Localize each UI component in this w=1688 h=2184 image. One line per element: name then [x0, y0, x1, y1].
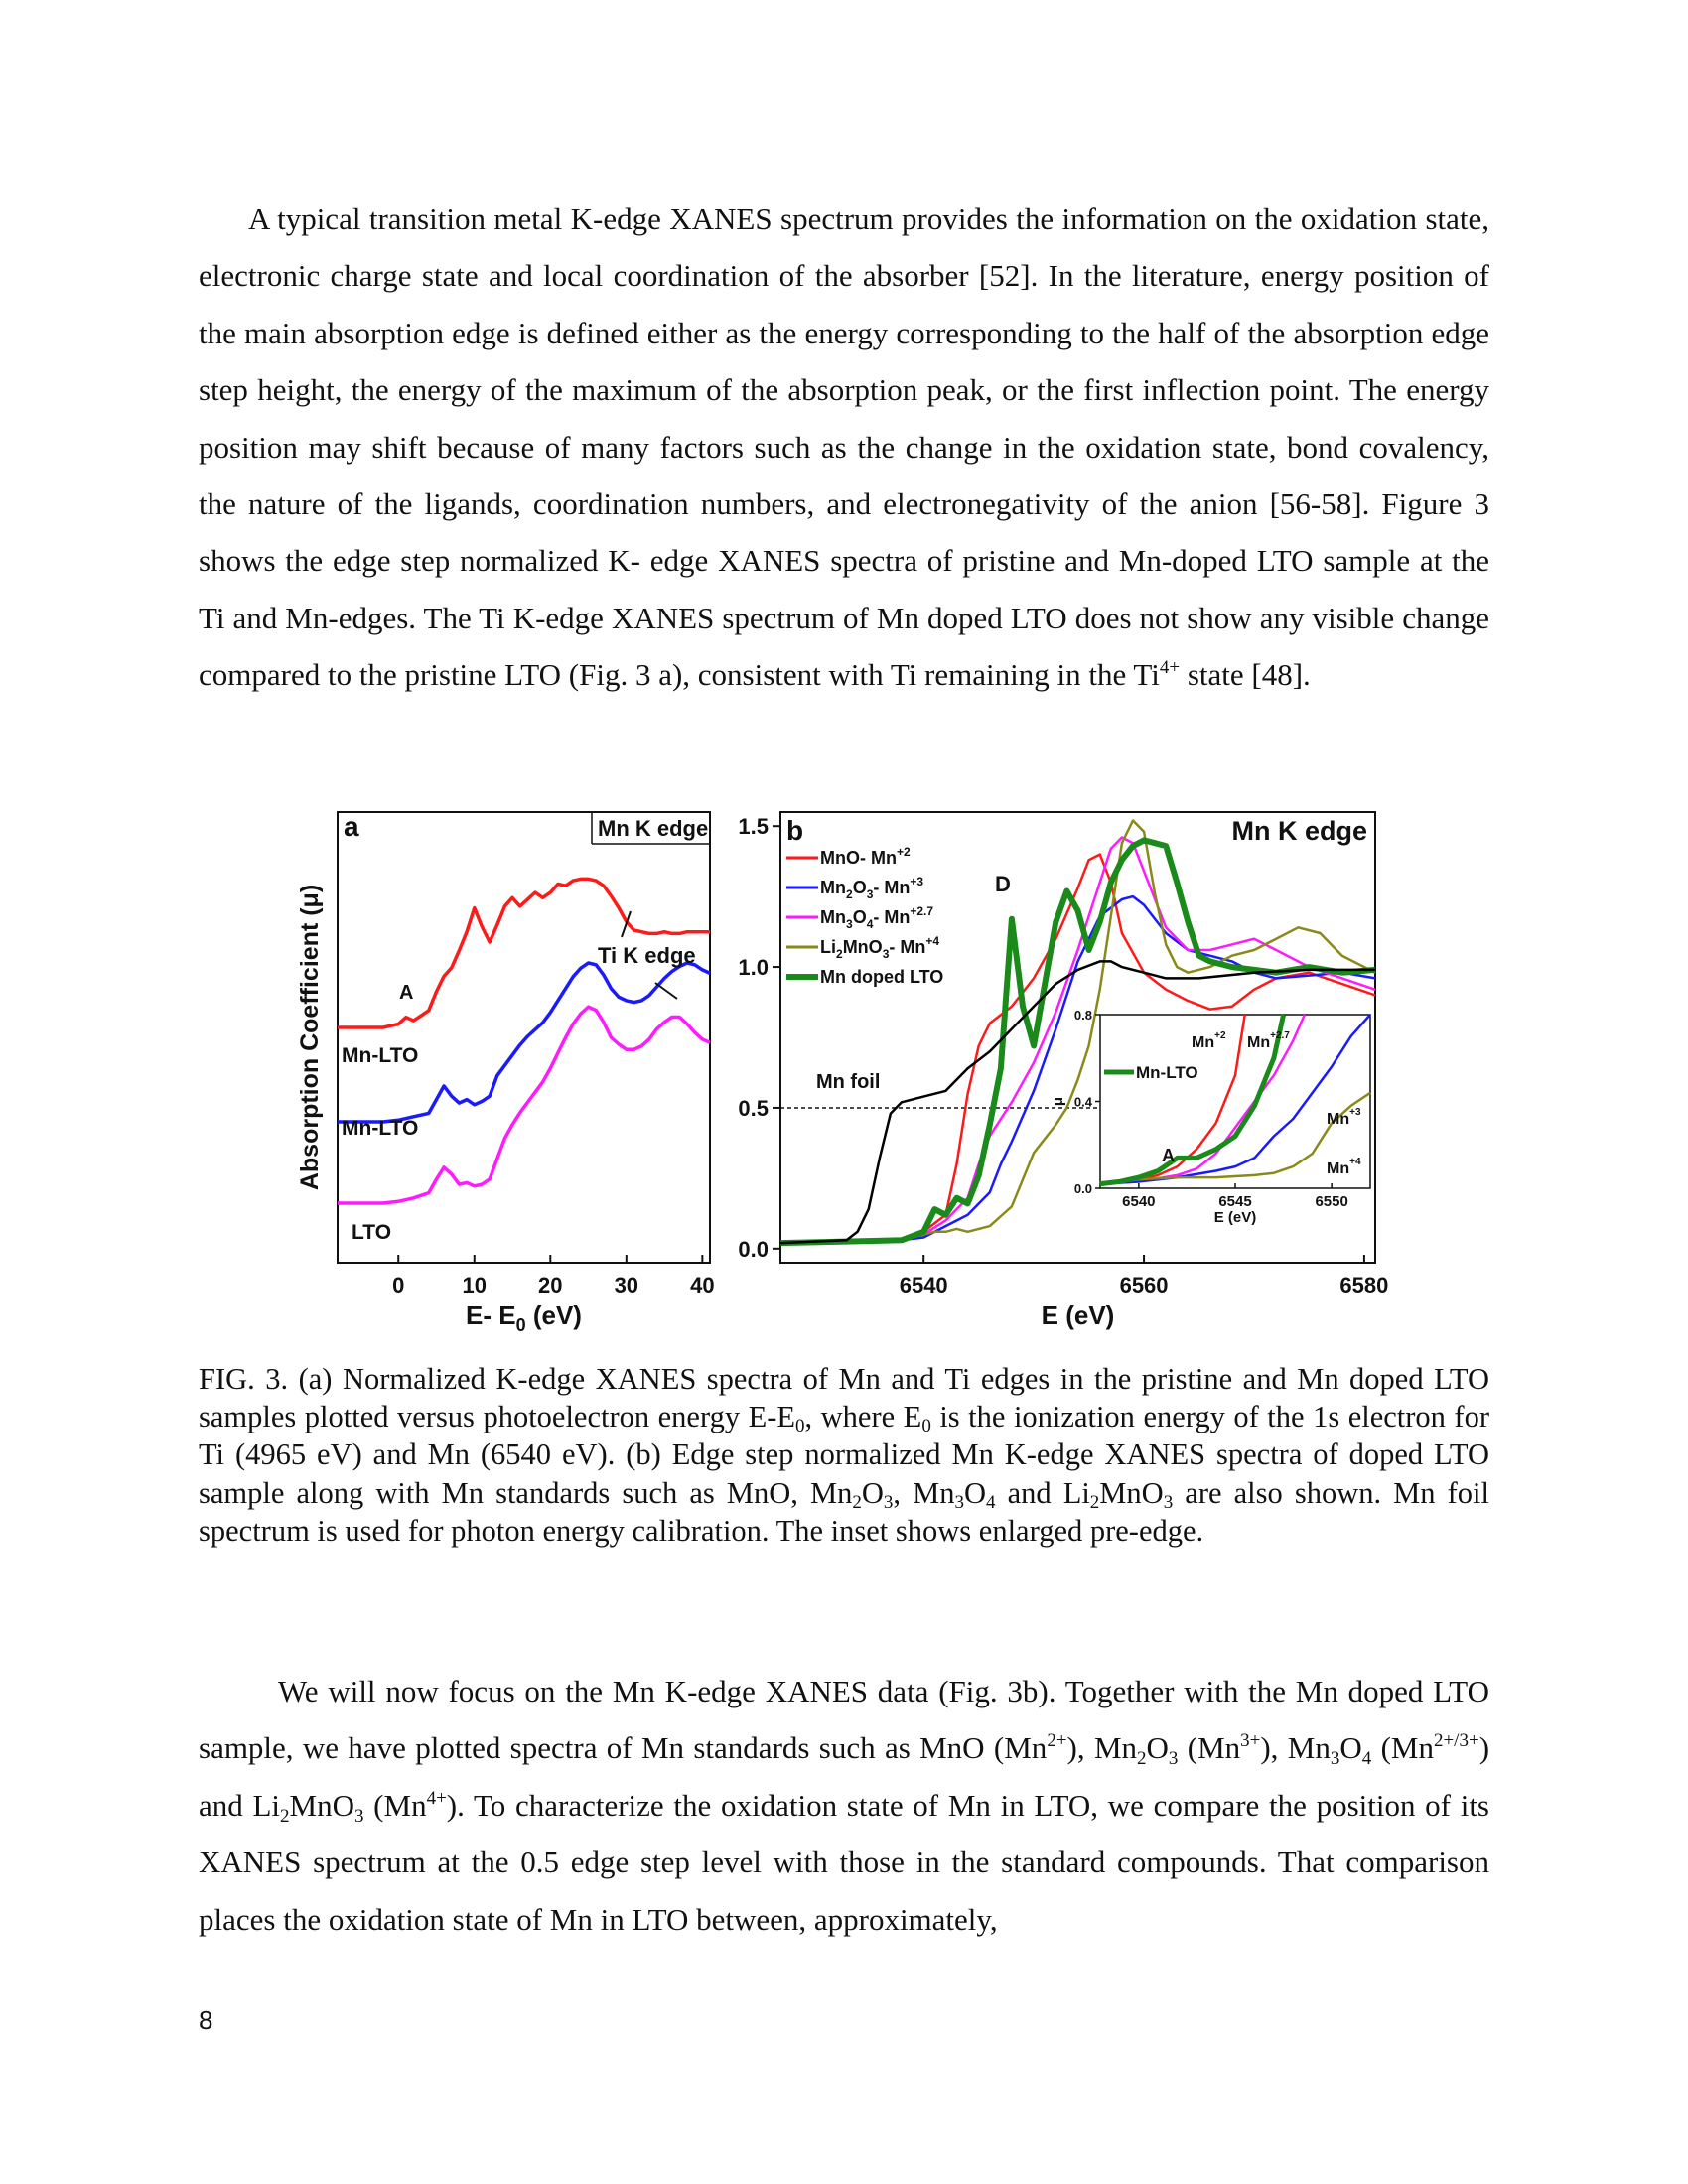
inset-legend-label: Mn-LTO [1136, 1063, 1198, 1082]
caption-text: are also shown. Mn foil spectrum is used for photon energy calibration. The inset shows enlarged pre-edge. [199, 1475, 1489, 1548]
inset-y-tick-label: 0.0 [1073, 1181, 1092, 1196]
paragraph-2-text: ) and Li [199, 1730, 1490, 1823]
panel-a-frame [338, 812, 710, 1263]
x-axis-label-a: E- $E_0$ (eV) [466, 1300, 582, 1335]
panel-label-b: b [786, 815, 804, 846]
paragraph-2-text: O [1339, 1730, 1362, 1766]
y-tick-label-b: 0.0 [738, 1236, 769, 1262]
subscript: 3 [1168, 1748, 1179, 1770]
caption-text: FIG. 3. (a) Normalized K-edge XANES spectra of Mn and Ti edges in the pristine and Mn doped LTO samples plotted versus photoelectron energy E-E [199, 1362, 1489, 1434]
series-a-2-line [338, 963, 710, 1122]
paragraph-1-text: A typical transition metal K-edge XANES spectrum provides the information on the oxidation state, electronic charge state and local coordination of the absorber [52]. In the literature, energy position of the main absorption edge is defined either as the energy corresponding to the half of the absorption edge step height, the energy of the maximum of the absorption peak, or the first inflection point. The energy position may shift because of many factors such as the change in the oxidation state, bond covalency, the nature of the ligands, coordination numbers, and electronegativity of the anion [56-58]. Figure 3 shows the edge step normalized K- edge XANES spectra of pristine and Mn-doped LTO sample at the Ti and Mn-edges. The Ti K-edge XANES spectrum of Mn doped LTO does not show any visible change compared to the pristine LTO (Fig. 3 a), consistent with Ti remaining in the Ti [199, 202, 1489, 693]
caption-text: , Mn [893, 1475, 955, 1510]
superscript: 2+/3+ [1433, 1730, 1479, 1752]
paragraph-1 [199, 191, 1489, 704]
caption-text: MnO [1099, 1475, 1164, 1510]
x-tick-label-b: 6560 [1119, 1273, 1169, 1297]
subscript: 2 [280, 1805, 290, 1827]
series-label-lto: LTO [352, 1221, 392, 1244]
subscript: 3 [1330, 1748, 1340, 1770]
superscript: 4+ [426, 1787, 447, 1809]
subscript: 4 [985, 1491, 996, 1513]
series-a-3-line [338, 1007, 710, 1203]
x-tick-label-a: 40 [690, 1273, 715, 1297]
annotation-a: A [399, 982, 414, 1004]
subscript: 0 [921, 1416, 931, 1437]
subscript: 3 [954, 1491, 964, 1513]
y-tick-label-b: 1.5 [738, 814, 769, 840]
series-label-mn-lto-red: Mn-LTO [342, 1044, 419, 1067]
paragraph-2-text: O [1146, 1730, 1169, 1766]
figure-caption [199, 1360, 1489, 1550]
panel-label-a: a [344, 811, 359, 842]
superscript: 2+ [1047, 1730, 1067, 1752]
caption-text: O [963, 1475, 986, 1510]
legend-label: $Mn_3O_4-$ $Mn^{+2.7}$ [820, 904, 934, 931]
figure-3 [288, 794, 1400, 1350]
panel-a [296, 811, 715, 1335]
subscript: 2 [852, 1491, 862, 1513]
annotation-d: D [995, 872, 1011, 896]
paragraph-2-text: (Mn [363, 1787, 427, 1823]
inset-label-mn3: $Mn^{+3}$ [1327, 1107, 1361, 1128]
paragraph-1-text-end: state [48]. [1180, 657, 1311, 693]
inset-y-tick-label: 0.8 [1073, 1008, 1092, 1023]
subscript: 3 [1163, 1491, 1174, 1513]
legend-label: Mn doped LTO [820, 967, 944, 987]
superscript: 4+ [1159, 657, 1181, 679]
series-label-mn-lto-blue: Mn-LTO [342, 1117, 419, 1140]
x-axis-label-b: E (eV) [1041, 1300, 1115, 1330]
inset-label-mn27: $Mn^{+2.7}$ [1247, 1030, 1290, 1051]
annotation-ti-k-edge: Ti K edge [598, 943, 696, 968]
paragraph-2-text: ), Mn [1260, 1730, 1331, 1766]
paragraph-2-text: (Mn [1178, 1730, 1241, 1766]
inset-y-axis-label: μ [1050, 1096, 1066, 1107]
paragraph-2-text: (Mn [1371, 1730, 1434, 1766]
annotation-mn-k-edge: Mn K edge [598, 816, 709, 841]
subscript: 3 [353, 1805, 364, 1827]
paragraph-2 [199, 1663, 1489, 1948]
x-tick-label-a: 0 [392, 1273, 405, 1297]
subscript: 2 [1089, 1491, 1100, 1513]
inset-label-a: A [1162, 1146, 1175, 1165]
legend-label: MnO- $Mn^{+2}$ [820, 845, 911, 868]
legend-label: $Mn_2O_3-$ $Mn^{+3}$ [820, 875, 924, 901]
arrow-icon [655, 983, 677, 999]
caption-text: and Li [995, 1475, 1090, 1510]
x-tick-label-a: 20 [538, 1273, 563, 1297]
x-tick-label-a: 30 [614, 1273, 639, 1297]
caption-text: , where E [804, 1400, 922, 1434]
page-number: 8 [199, 2005, 213, 2035]
paragraph-2-text: We will now focus on the Mn K-edge XANES data (Fig. 3b). Together with the Mn doped LTO sample, we have plotted spectra of Mn standards such as MnO (Mn [199, 1674, 1489, 1766]
y-tick-label-b: 0.5 [738, 1095, 769, 1121]
inset-y-tick-label: 0.4 [1073, 1094, 1092, 1110]
legend-label: $Li_2MnO_3-$ $Mn^{+4}$ [820, 934, 940, 961]
paragraph-2-text: ), Mn [1066, 1730, 1138, 1766]
inset-x-tick-label: 6540 [1122, 1193, 1156, 1210]
inset-label-mn4: $Mn^{+4}$ [1327, 1157, 1361, 1177]
x-tick-label-b: 6540 [899, 1273, 948, 1297]
inset-x-tick-label: 6545 [1218, 1193, 1252, 1210]
caption-text: is the ionization energy of the 1s electron for Ti (4965 eV) and Mn (6540 eV). (b) Edge step normalized Mn K-edge XANES spectra of doped LTO sample along with Mn standards such as MnO, Mn [199, 1400, 1489, 1510]
subscript: 2 [1137, 1748, 1147, 1770]
superscript: 3+ [1240, 1730, 1261, 1752]
inset-label-mn2: $Mn^{+2}$ [1192, 1030, 1226, 1051]
x-tick-label-a: 10 [462, 1273, 487, 1297]
paragraph-2-text: MnO [289, 1787, 354, 1823]
subscript: 0 [795, 1416, 805, 1437]
subscript: 4 [1361, 1748, 1372, 1770]
caption-text: O [861, 1475, 884, 1510]
y-tick-label-b: 1.0 [738, 955, 769, 981]
inset-x-tick-label: 6550 [1315, 1193, 1348, 1210]
paragraph-2-text: ). To characterize the oxidation state of Mn in LTO, we compare the position of its XANES spectrum at the 0.5 edge step level with those in the standard compounds. That comparison places the oxidation state of Mn in LTO between, approximately, [199, 1787, 1489, 1937]
x-tick-label-b: 6580 [1339, 1273, 1389, 1297]
panel-b-title: Mn K edge [1231, 816, 1367, 846]
annotation-mn-foil: Mn foil [816, 1071, 881, 1093]
inset-x-axis-label: E (eV) [1213, 1209, 1257, 1226]
panel-b [738, 812, 1388, 1330]
subscript: 3 [883, 1491, 894, 1513]
y-axis-label-a: Absorption Coefficient (μ) [296, 884, 324, 1191]
